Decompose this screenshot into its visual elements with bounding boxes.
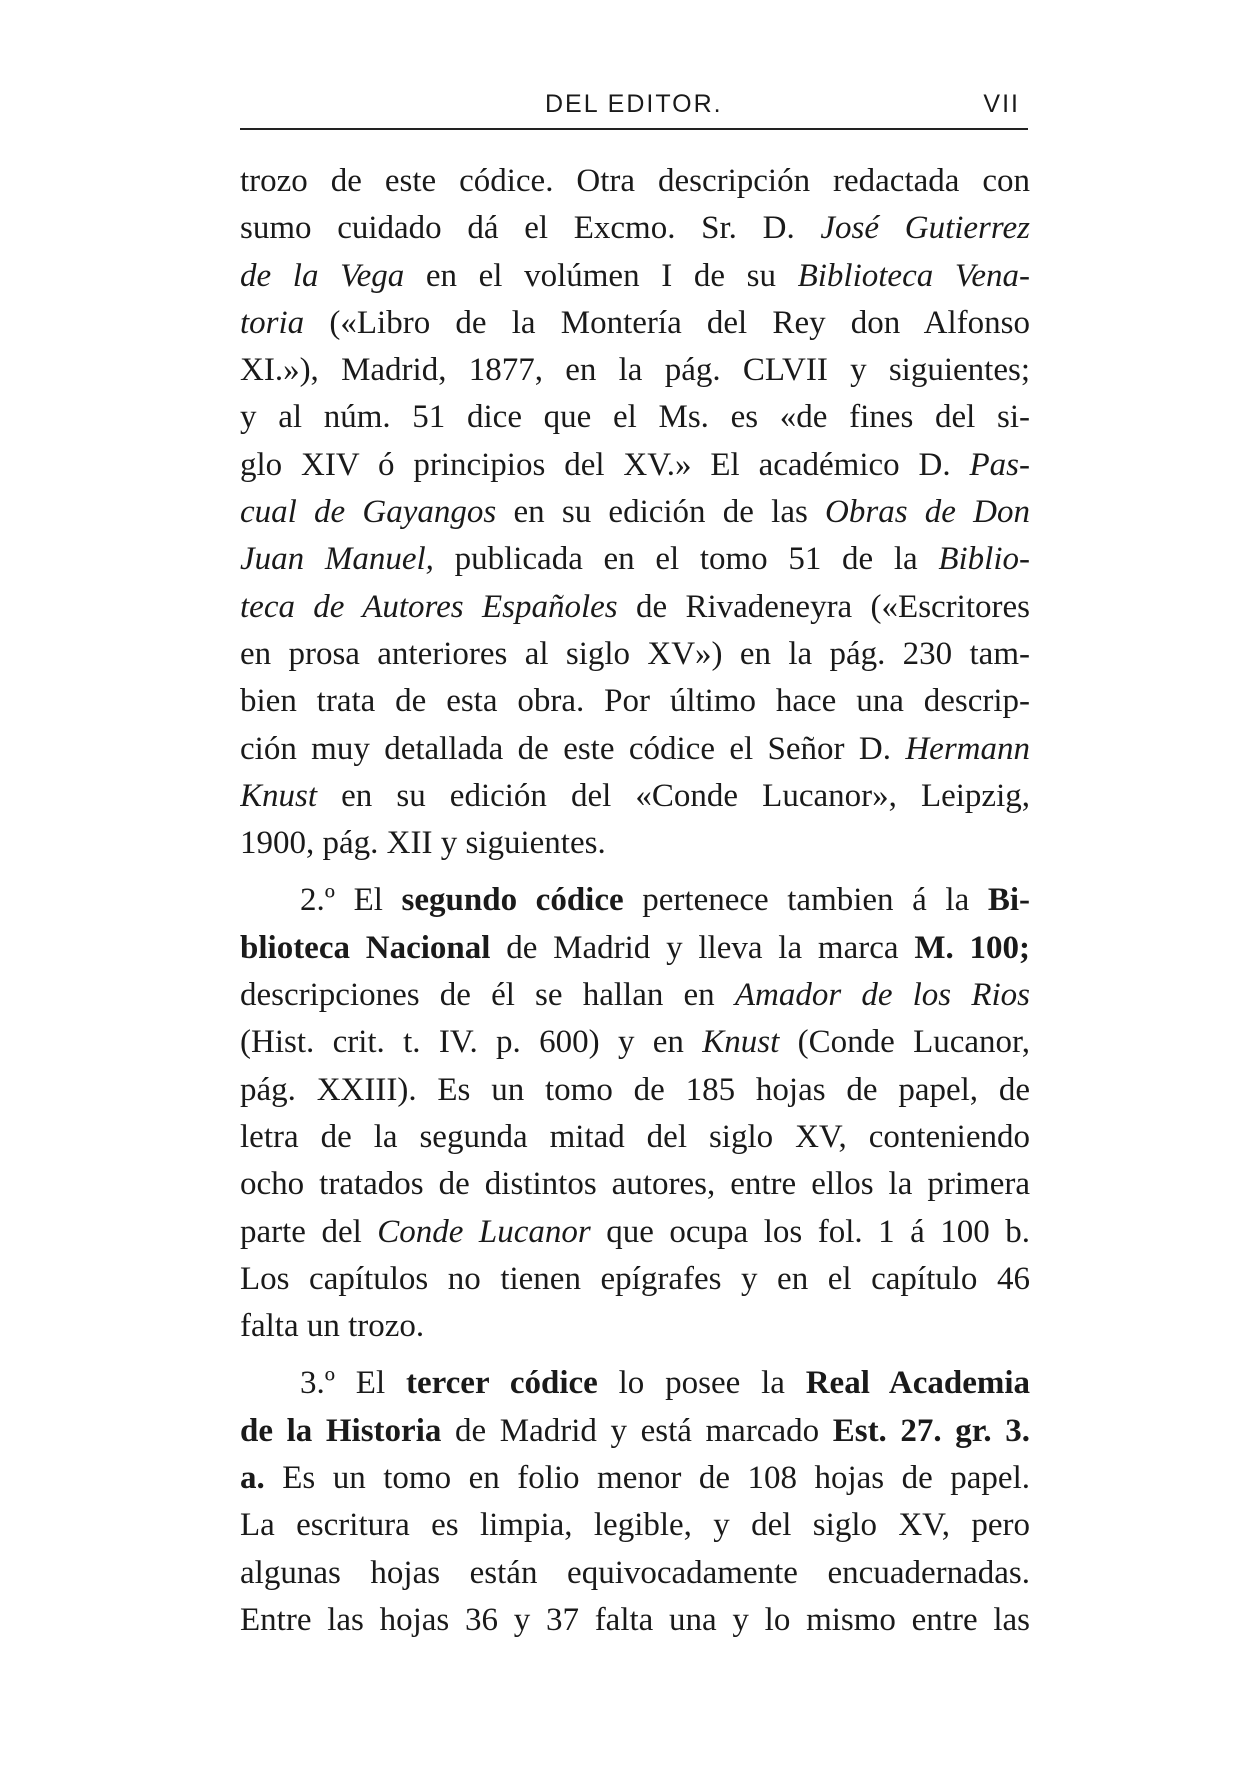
text-run: 2.º El — [300, 882, 402, 919]
body-text — [240, 158, 1030, 1644]
text-run: en su edición del «Conde Lucanor», Leipzig, — [317, 777, 1030, 814]
text-line — [240, 300, 1030, 347]
text-line — [240, 1303, 1030, 1350]
text-line — [240, 1209, 1030, 1256]
text-run: descripciones de él se hallan en — [240, 977, 735, 1014]
bold-text: Est. 27. gr. 3. — [832, 1412, 1030, 1449]
text-run: Es un tomo en folio menor de 108 hojas de papel. — [264, 1460, 1030, 1497]
text-line — [240, 925, 1030, 972]
text-line — [240, 489, 1030, 536]
text-line — [240, 972, 1030, 1019]
bold-text: segundo códice — [401, 882, 624, 919]
text-run: letra de la segunda mitad del siglo XV, conteniendo — [240, 1118, 1030, 1155]
text-line — [240, 1455, 1030, 1502]
text-line — [240, 1597, 1030, 1644]
text-run: sumo cuidado dá el Excmo. Sr. D. — [240, 210, 821, 247]
text-line — [240, 158, 1030, 205]
paragraph-1 — [240, 158, 1030, 867]
italic-text: Conde Lucanor — [377, 1213, 591, 1250]
header-rule — [240, 128, 1028, 130]
text-line — [240, 1360, 1030, 1407]
text-line — [240, 205, 1030, 252]
text-run: en su edición de las — [496, 494, 826, 531]
text-run: glo XIV ó principios del XV.» El académico D. — [240, 446, 970, 483]
italic-text: de la Vega — [240, 257, 405, 294]
text-line — [240, 1019, 1030, 1066]
italic-text: José Gutierrez — [820, 210, 1030, 247]
text-run: en prosa anteriores al siglo XV») en la pág. 230 tam- — [240, 635, 1030, 672]
text-line — [240, 1256, 1030, 1303]
italic-text: Juan Manuel, — [240, 541, 434, 578]
text-run: 1900, pág. XII y siguientes. — [240, 825, 606, 862]
paragraph-2 — [240, 877, 1030, 1350]
page-number: VII — [983, 90, 1020, 118]
text-run: de Rivadeneyra («Escritores — [617, 588, 1030, 625]
text-line — [240, 536, 1030, 583]
bold-text: Real Academia — [805, 1365, 1030, 1402]
text-run: Entre las hojas 36 y 37 falta una y lo mismo entre las — [240, 1601, 1030, 1638]
text-run: 3.º El — [300, 1365, 406, 1402]
running-title: DEL EDITOR. — [545, 90, 723, 118]
text-run: («Libro de la Montería del Rey don Alfonso — [304, 304, 1030, 341]
text-line — [240, 253, 1030, 300]
text-line — [240, 1408, 1030, 1455]
text-line — [240, 726, 1030, 773]
italic-text: toria — [240, 304, 305, 341]
text-line — [240, 1550, 1030, 1597]
text-run: que ocupa los fol. 1 á 100 b. — [590, 1213, 1030, 1250]
text-run: pertenece tambien á la — [623, 882, 988, 919]
text-run: XI.»), Madrid, 1877, en la pág. CLVII y siguientes; — [240, 352, 1030, 389]
text-run: de Madrid y está marcado — [441, 1412, 833, 1449]
bold-text: a. — [240, 1460, 265, 1497]
text-run: publicada en el tomo 51 de la — [433, 541, 939, 578]
bold-text: de la Historia — [240, 1412, 442, 1449]
text-run: (Conde Lucanor, — [779, 1024, 1030, 1061]
text-line — [240, 1067, 1030, 1114]
text-line — [240, 678, 1030, 725]
text-line — [240, 877, 1030, 924]
bold-text: Bi- — [987, 882, 1030, 919]
italic-text: teca de Autores Españoles — [240, 588, 618, 625]
text-line — [240, 584, 1030, 631]
text-run: en el volúmen I de su — [404, 257, 798, 294]
text-run: (Hist. crit. t. IV. p. 600) y en — [240, 1024, 703, 1061]
text-line — [240, 394, 1030, 441]
paragraph-gap — [240, 1350, 1030, 1360]
italic-text: Hermann — [905, 730, 1030, 767]
text-run: parte del — [240, 1213, 378, 1250]
text-line — [240, 347, 1030, 394]
text-run: Los capítulos no tienen epígrafes y en el capítulo 46 — [240, 1260, 1030, 1297]
italic-text: Knust — [702, 1024, 780, 1061]
text-line — [240, 442, 1030, 489]
text-run: ción muy detallada de este códice el Señor D. — [240, 730, 906, 767]
italic-text: Amador de los Rios — [734, 977, 1030, 1014]
text-line — [240, 820, 1030, 867]
text-run: falta un trozo. — [240, 1308, 425, 1345]
paragraph-gap — [240, 867, 1030, 877]
text-line — [240, 773, 1030, 820]
italic-text: Pas- — [969, 446, 1030, 483]
text-line — [240, 631, 1030, 678]
text-run: bien trata de esta obra. Por último hace una descrip- — [240, 683, 1030, 720]
text-run: ocho tratados de distintos autores, entre ellos la primera — [240, 1166, 1030, 1203]
text-run: de Madrid y lleva la marca — [490, 929, 915, 966]
bold-text: blioteca Nacional — [240, 929, 491, 966]
text-run: La escritura es limpia, legible, y del siglo XV, pero — [240, 1507, 1030, 1544]
italic-text: cual de Gayangos — [240, 494, 497, 531]
italic-text: Biblioteca Vena- — [797, 257, 1030, 294]
text-run: trozo de este códice. Otra descripción redactada con — [240, 163, 1030, 199]
text-run: y al núm. 51 dice que el Ms. es «de fines del si- — [240, 399, 1030, 436]
bold-text: tercer códice — [405, 1365, 598, 1402]
running-head — [240, 86, 1030, 126]
text-run: lo posee la — [597, 1365, 806, 1402]
text-run: pág. XXIII). Es un tomo de 185 hojas de papel, de — [240, 1071, 1030, 1108]
text-line — [240, 1161, 1030, 1208]
italic-text: Obras de Don — [825, 494, 1030, 531]
paragraph-3 — [240, 1360, 1030, 1644]
italic-text: Biblio- — [938, 541, 1030, 578]
bold-text: M. 100; — [914, 929, 1030, 966]
text-line — [240, 1502, 1030, 1549]
text-run: algunas hojas están equivocadamente encuadernadas. — [240, 1554, 1030, 1591]
italic-text: Knust — [240, 777, 318, 814]
text-line — [240, 1114, 1030, 1161]
